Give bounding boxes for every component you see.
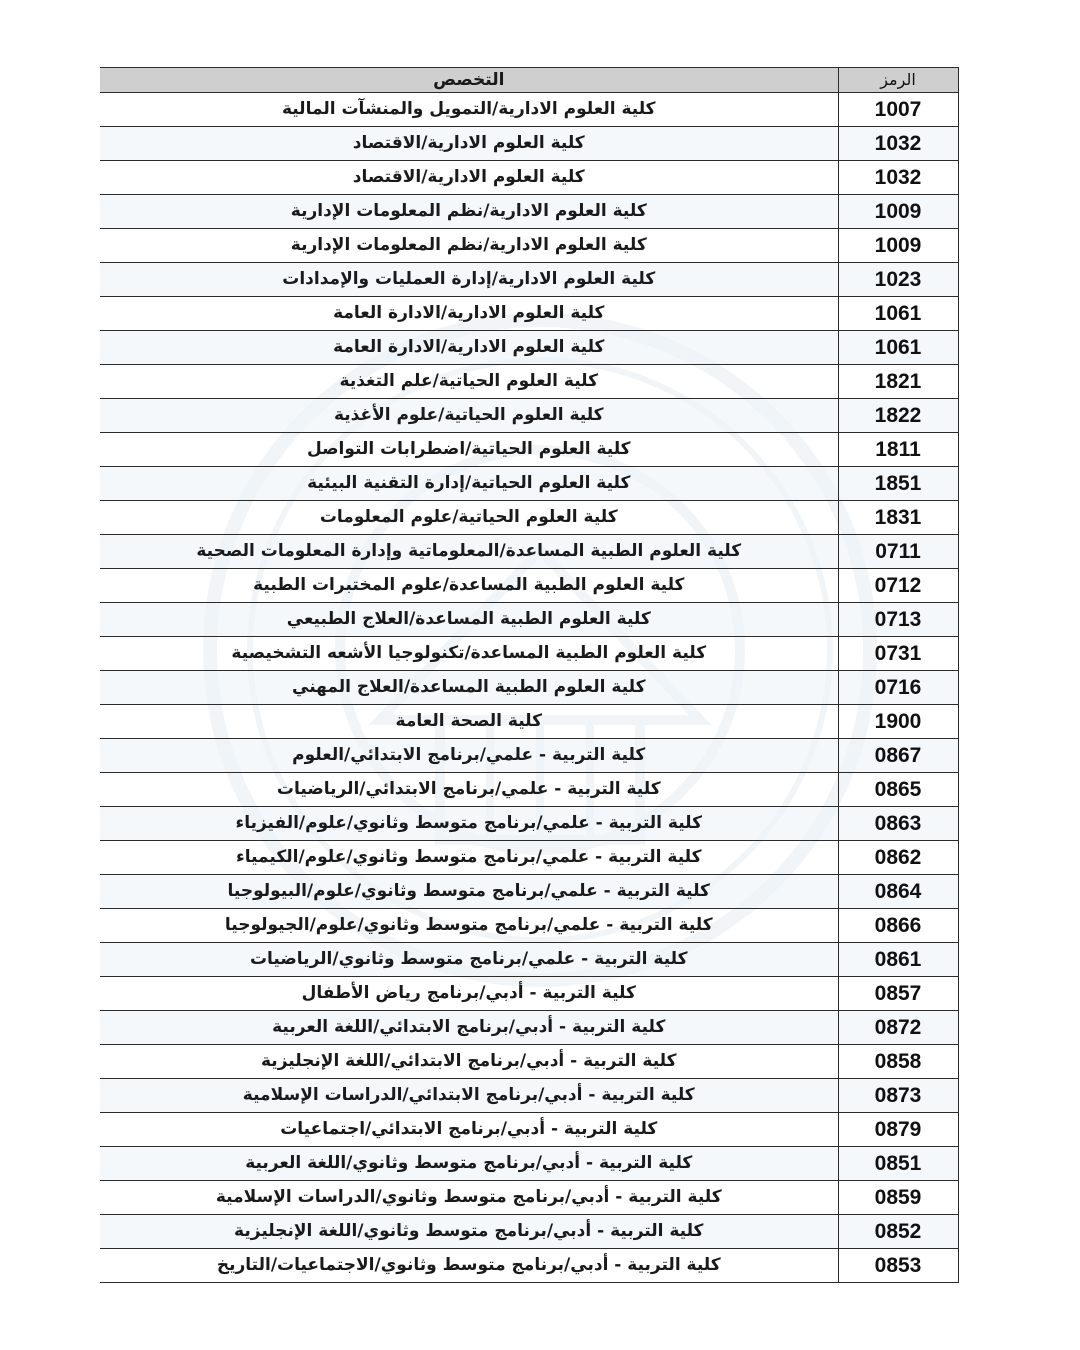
specialization-codes-table [100, 67, 959, 1283]
specialization-cell: كلية التربية - أدبي/برنامج الابتدائي/الدراسات الإسلامية [100, 1079, 838, 1113]
specialization-cell: كلية التربية - علمي/برنامج متوسط وثانوي/علوم/الكيمياء [100, 841, 838, 875]
specialization-cell: كلية التربية - أدبي/برنامج متوسط وثانوي/الدراسات الإسلامية [100, 1181, 838, 1215]
table-row [100, 705, 958, 739]
table-row [100, 229, 958, 263]
specialization-cell: كلية العلوم الادارية/التمويل والمنشآت المالية [100, 93, 838, 127]
specialization-cell: كلية العلوم الطبية المساعدة/العلاج الطبيعي [100, 603, 838, 637]
code-cell: 1061 [838, 331, 958, 365]
specialization-cell: كلية التربية - أدبي/برنامج رياض الأطفال [100, 977, 838, 1011]
specialization-cell: كلية التربية - علمي/برنامج الابتدائي/الرياضيات [100, 773, 838, 807]
specialization-cell: كلية العلوم الحياتية/علوم المعلومات [100, 501, 838, 535]
table-row [100, 399, 958, 433]
code-cell: 1032 [838, 127, 958, 161]
code-cell: 0731 [838, 637, 958, 671]
code-cell: 0867 [838, 739, 958, 773]
specialization-cell: كلية العلوم الادارية/الادارة العامة [100, 297, 838, 331]
code-cell: 0859 [838, 1181, 958, 1215]
table-row [100, 93, 958, 127]
specialization-cell: كلية التربية - علمي/برنامج الابتدائي/العلوم [100, 739, 838, 773]
code-cell: 0863 [838, 807, 958, 841]
table-row [100, 1249, 958, 1283]
table-row [100, 773, 958, 807]
code-column-header: الرمز [838, 68, 958, 93]
code-cell: 1811 [838, 433, 958, 467]
code-cell: 0857 [838, 977, 958, 1011]
code-cell: 0851 [838, 1147, 958, 1181]
code-cell: 1821 [838, 365, 958, 399]
specialization-cell: كلية الصحة العامة [100, 705, 838, 739]
code-cell: 0716 [838, 671, 958, 705]
code-cell: 0858 [838, 1045, 958, 1079]
code-cell: 0872 [838, 1011, 958, 1045]
table-row [100, 1045, 958, 1079]
code-cell: 1061 [838, 297, 958, 331]
code-cell: 0853 [838, 1249, 958, 1283]
table-row [100, 195, 958, 229]
table-row [100, 1113, 958, 1147]
table-row [100, 331, 958, 365]
specialization-cell: كلية التربية - أدبي/برنامج الابتدائي/اللغة الإنجليزية [100, 1045, 838, 1079]
code-cell: 1900 [838, 705, 958, 739]
specialization-cell: كلية العلوم الطبية المساعدة/علوم المختبرات الطبية [100, 569, 838, 603]
table-row [100, 637, 958, 671]
specialization-cell: كلية العلوم الادارية/إدارة العمليات والإمدادات [100, 263, 838, 297]
code-cell: 0879 [838, 1113, 958, 1147]
table-row [100, 297, 958, 331]
table-row [100, 977, 958, 1011]
specialization-cell: كلية العلوم الادارية/الادارة العامة [100, 331, 838, 365]
specialization-cell: كلية التربية - علمي/برنامج متوسط وثانوي/الرياضيات [100, 943, 838, 977]
table-row [100, 943, 958, 977]
code-cell: 0712 [838, 569, 958, 603]
specialization-cell: كلية التربية - أدبي/برنامج الابتدائي/اجتماعيات [100, 1113, 838, 1147]
table-row [100, 1011, 958, 1045]
specialization-cell: كلية العلوم الادارية/الاقتصاد [100, 161, 838, 195]
table-row [100, 603, 958, 637]
specialization-cell: كلية التربية - علمي/برنامج متوسط وثانوي/علوم/الجيولوجيا [100, 909, 838, 943]
specialization-cell: كلية العلوم الادارية/نظم المعلومات الإدارية [100, 229, 838, 263]
table-row [100, 1215, 958, 1249]
specialization-cell: كلية التربية - أدبي/برنامج متوسط وثانوي/اللغة العربية [100, 1147, 838, 1181]
table-body [100, 93, 958, 1283]
specialization-cell: كلية العلوم الادارية/الاقتصاد [100, 127, 838, 161]
table-row [100, 263, 958, 297]
code-cell: 1851 [838, 467, 958, 501]
table-row [100, 433, 958, 467]
code-cell: 0865 [838, 773, 958, 807]
specialization-cell: كلية العلوم الطبية المساعدة/العلاج المهني [100, 671, 838, 705]
table-row [100, 535, 958, 569]
specialization-cell: كلية التربية - أدبي/برنامج متوسط وثانوي/اللغة الإنجليزية [100, 1215, 838, 1249]
table-row [100, 875, 958, 909]
specialization-cell: كلية العلوم الحياتية/علم التغذية [100, 365, 838, 399]
specialization-cell: كلية التربية - علمي/برنامج متوسط وثانوي/علوم/الفيزياء [100, 807, 838, 841]
table-row [100, 161, 958, 195]
code-cell: 1032 [838, 161, 958, 195]
code-cell: 1007 [838, 93, 958, 127]
specialization-cell: كلية العلوم الطبية المساعدة/المعلوماتية وإدارة المعلومات الصحية [100, 535, 838, 569]
code-cell: 1009 [838, 229, 958, 263]
specialization-cell: كلية التربية - علمي/برنامج متوسط وثانوي/علوم/البيولوجيا [100, 875, 838, 909]
table-row [100, 671, 958, 705]
table-row [100, 807, 958, 841]
specialization-column-header: التخصص [100, 68, 838, 93]
specialization-cell: كلية التربية - أدبي/برنامج الابتدائي/اللغة العربية [100, 1011, 838, 1045]
specialization-cell: كلية العلوم الحياتية/اضطرابات التواصل [100, 433, 838, 467]
code-cell: 1023 [838, 263, 958, 297]
specialization-cell: كلية التربية - أدبي/برنامج متوسط وثانوي/الاجتماعيات/التاريخ [100, 1249, 838, 1283]
table-header-row [100, 68, 958, 93]
table-row [100, 1079, 958, 1113]
code-cell: 0711 [838, 535, 958, 569]
table-row [100, 365, 958, 399]
table-row [100, 569, 958, 603]
table-row [100, 841, 958, 875]
specialization-cell: كلية العلوم الحياتية/إدارة التقنية البيئية [100, 467, 838, 501]
specialization-cell: كلية العلوم الطبية المساعدة/تكنولوجيا الأشعه التشخيصية [100, 637, 838, 671]
code-cell: 1009 [838, 195, 958, 229]
table-row [100, 739, 958, 773]
code-cell: 0713 [838, 603, 958, 637]
specialization-cell: كلية العلوم الادارية/نظم المعلومات الإدارية [100, 195, 838, 229]
code-cell: 0861 [838, 943, 958, 977]
table-row [100, 127, 958, 161]
code-cell: 0873 [838, 1079, 958, 1113]
code-cell: 0866 [838, 909, 958, 943]
code-cell: 0852 [838, 1215, 958, 1249]
table-row [100, 909, 958, 943]
code-cell: 0864 [838, 875, 958, 909]
code-cell: 1822 [838, 399, 958, 433]
table-row [100, 467, 958, 501]
code-cell: 1831 [838, 501, 958, 535]
code-cell: 0862 [838, 841, 958, 875]
table-row [100, 501, 958, 535]
specialization-cell: كلية العلوم الحياتية/علوم الأغذية [100, 399, 838, 433]
table-row [100, 1147, 958, 1181]
table-row [100, 1181, 958, 1215]
